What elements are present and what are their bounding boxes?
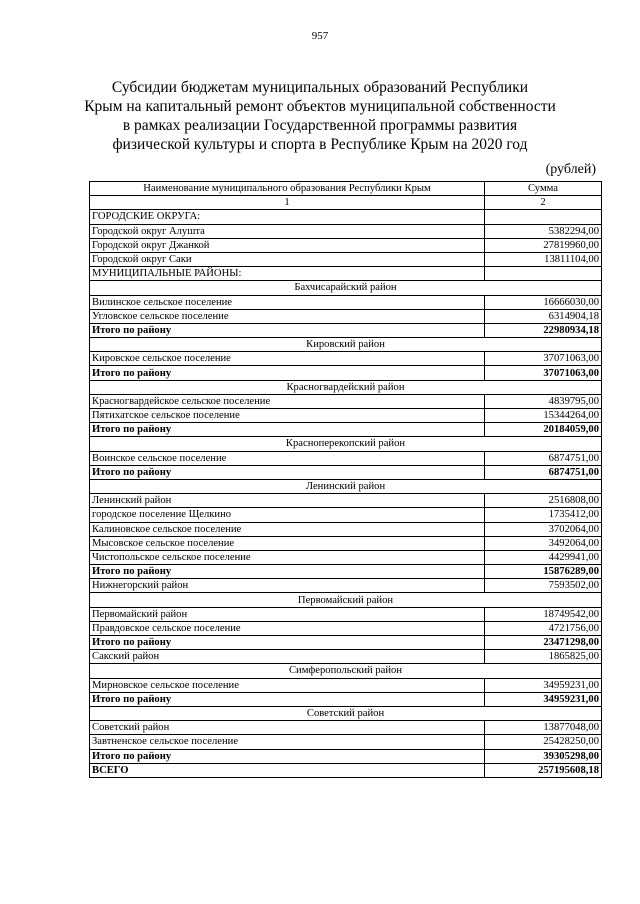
column-number-2: 2 <box>485 196 602 210</box>
row-sum: 4839795,00 <box>485 394 602 408</box>
row-name: Чистопольское сельское поселение <box>90 550 485 564</box>
column-number-1: 1 <box>90 196 485 210</box>
table-row <box>90 309 602 323</box>
row-name: МУНИЦИПАЛЬНЫЕ РАЙОНЫ: <box>90 267 485 281</box>
total-row <box>90 749 602 763</box>
title-line-2: Крым на капитальный ремонт объектов муниципальной собственности <box>84 98 556 115</box>
table-row <box>90 352 602 366</box>
row-sum: 16666030,00 <box>485 295 602 309</box>
district-name: Красноперекопский район <box>90 437 602 451</box>
row-sum: 20184059,00 <box>485 423 602 437</box>
district-name: Бахчисарайский район <box>90 281 602 295</box>
page-number: 957 <box>311 30 329 42</box>
row-name: Нижнегорский район <box>90 579 485 593</box>
row-name: Городской округ Алушта <box>90 224 485 238</box>
row-name: Угловское сельское поселение <box>90 309 485 323</box>
total-row <box>90 423 602 437</box>
row-sum: 25428250,00 <box>485 735 602 749</box>
total-row <box>90 366 602 380</box>
table-row <box>90 394 602 408</box>
row-name: Пятихатское сельское поселение <box>90 409 485 423</box>
row-sum: 1735412,00 <box>485 508 602 522</box>
table-row <box>90 508 602 522</box>
row-sum: 6874751,00 <box>485 451 602 465</box>
row-name: Итого по району <box>90 749 485 763</box>
district-name: Советский район <box>90 706 602 720</box>
row-sum: 2516808,00 <box>485 494 602 508</box>
section-row <box>90 210 602 224</box>
row-sum: 5382294,00 <box>485 224 602 238</box>
row-name: Ленинский район <box>90 494 485 508</box>
district-name: Симферопольский район <box>90 664 602 678</box>
table-row <box>90 721 602 735</box>
row-name: Итого по району <box>90 692 485 706</box>
column-number-row <box>90 196 602 210</box>
row-name: ВСЕГО <box>90 763 485 777</box>
row-name: Красногвардейское сельское поселение <box>90 394 485 408</box>
row-name: Итого по району <box>90 636 485 650</box>
row-sum: 15344264,00 <box>485 409 602 423</box>
row-sum: 3492064,00 <box>485 536 602 550</box>
row-sum: 6314904,18 <box>485 309 602 323</box>
row-sum: 37071063,00 <box>485 352 602 366</box>
row-name: Калиновское сельское поселение <box>90 522 485 536</box>
row-name: Городской округ Саки <box>90 252 485 266</box>
total-row <box>90 465 602 479</box>
table-row <box>90 494 602 508</box>
row-sum: 27819960,00 <box>485 238 602 252</box>
total-row <box>90 692 602 706</box>
district-header-row <box>90 437 602 451</box>
row-name: Правдовское сельское поселение <box>90 621 485 635</box>
row-name: Городской округ Джанкой <box>90 238 485 252</box>
row-sum <box>485 267 602 281</box>
district-name: Ленинский район <box>90 479 602 493</box>
row-name: Мирновское сельское поселение <box>90 678 485 692</box>
row-name: ГОРОДСКИЕ ОКРУГА: <box>90 210 485 224</box>
total-row <box>90 565 602 579</box>
table-row <box>90 550 602 564</box>
table-row <box>90 522 602 536</box>
row-sum: 37071063,00 <box>485 366 602 380</box>
row-sum: 34959231,00 <box>485 692 602 706</box>
document-title <box>60 78 580 154</box>
total-row <box>90 323 602 337</box>
table-row <box>90 451 602 465</box>
row-sum: 13811104,00 <box>485 252 602 266</box>
title-line-3: в рамках реализации Государственной программы развития <box>122 117 518 134</box>
row-sum: 18749542,00 <box>485 607 602 621</box>
header-row <box>90 182 602 196</box>
row-sum: 7593502,00 <box>485 579 602 593</box>
row-name: Вилинское сельское поселение <box>90 295 485 309</box>
table-row <box>90 536 602 550</box>
total-row <box>90 636 602 650</box>
row-sum: 34959231,00 <box>485 678 602 692</box>
row-sum: 4721756,00 <box>485 621 602 635</box>
table-row <box>90 295 602 309</box>
row-sum: 13877048,00 <box>485 721 602 735</box>
row-name: Советский район <box>90 721 485 735</box>
district-header-row <box>90 380 602 394</box>
row-sum: 1865825,00 <box>485 650 602 664</box>
row-name: Итого по району <box>90 323 485 337</box>
row-name: Итого по району <box>90 366 485 380</box>
row-name: Итого по району <box>90 565 485 579</box>
table-row <box>90 224 602 238</box>
title-line-1: Субсидии бюджетам муниципальных образований Республики <box>111 79 529 96</box>
district-header-row <box>90 706 602 720</box>
row-name: Кировское сельское поселение <box>90 352 485 366</box>
row-name: Завтненское сельское поселение <box>90 735 485 749</box>
row-sum: 257195608,18 <box>485 763 602 777</box>
table-row <box>90 650 602 664</box>
row-name: Итого по району <box>90 423 485 437</box>
district-header-row <box>90 593 602 607</box>
district-header-row <box>90 479 602 493</box>
table-row <box>90 238 602 252</box>
row-sum <box>485 210 602 224</box>
row-sum: 3702064,00 <box>485 522 602 536</box>
district-header-row <box>90 664 602 678</box>
row-sum: 15876289,00 <box>485 565 602 579</box>
district-header-row <box>90 281 602 295</box>
table-row <box>90 579 602 593</box>
table-row <box>90 678 602 692</box>
table-row <box>90 621 602 635</box>
district-header-row <box>90 338 602 352</box>
row-sum: 4429941,00 <box>485 550 602 564</box>
row-name: Воинское сельское поселение <box>90 451 485 465</box>
table-row <box>90 409 602 423</box>
row-name: Первомайский район <box>90 607 485 621</box>
district-name: Первомайский район <box>90 593 602 607</box>
district-name: Красногвардейский район <box>90 380 602 394</box>
row-sum: 6874751,00 <box>485 465 602 479</box>
row-name: Сакский район <box>90 650 485 664</box>
table-row <box>90 252 602 266</box>
district-name: Кировский район <box>90 338 602 352</box>
header-sum: Сумма <box>485 182 602 196</box>
row-sum: 23471298,00 <box>485 636 602 650</box>
row-name: городское поселение Щелкино <box>90 508 485 522</box>
row-sum: 22980934,18 <box>485 323 602 337</box>
total-row <box>90 763 602 777</box>
title-line-4: физической культуры и спорта в Республике Крым на 2020 год <box>112 136 528 153</box>
currency-unit: (рублей) <box>545 162 596 177</box>
section-row <box>90 267 602 281</box>
header-name: Наименование муниципального образования Республики Крым <box>90 182 485 196</box>
subsidy-table <box>89 181 602 778</box>
row-sum: 39305298,00 <box>485 749 602 763</box>
table-row <box>90 735 602 749</box>
row-name: Итого по району <box>90 465 485 479</box>
table-row <box>90 607 602 621</box>
row-name: Мысовское сельское поселение <box>90 536 485 550</box>
